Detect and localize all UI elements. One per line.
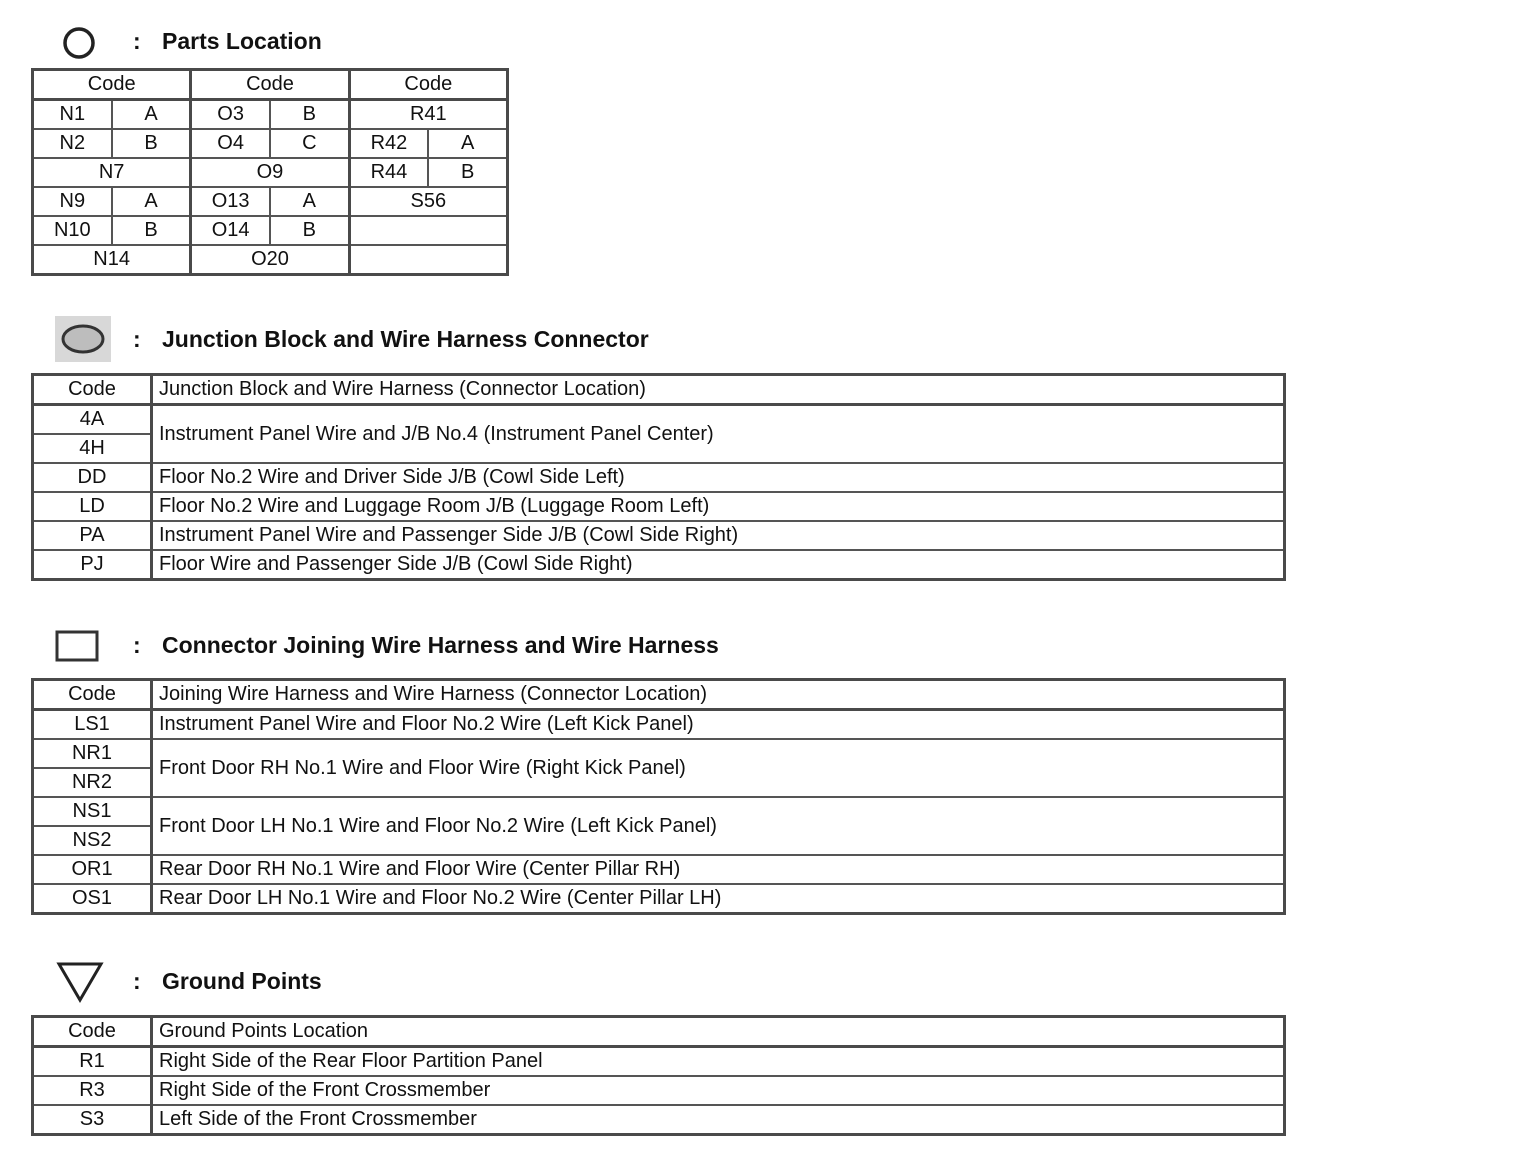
- junction-block-table: [31, 373, 1286, 581]
- table-row: [33, 463, 1285, 492]
- connector-joining-title: Connector Joining Wire Harness and Wire Harness: [162, 632, 719, 658]
- table-row: [33, 797, 1285, 826]
- code-cell: NR1: [33, 739, 152, 768]
- junction-block-title: Junction Block and Wire Harness Connector: [162, 326, 649, 352]
- code-cell: N10: [33, 216, 112, 245]
- location-cell: Right Side of the Rear Floor Partition Panel: [152, 1047, 1285, 1077]
- location-cell: Floor No.2 Wire and Luggage Room J/B (Luggage Room Left): [152, 492, 1285, 521]
- location-header: Joining Wire Harness and Wire Harness (Connector Location): [152, 680, 1285, 710]
- code-suffix-cell: B: [270, 100, 349, 130]
- location-cell: Rear Door LH No.1 Wire and Floor No.2 Wire (Center Pillar LH): [152, 884, 1285, 914]
- code-cell: R44: [349, 158, 428, 187]
- code-suffix-cell: B: [428, 158, 507, 187]
- code-header: Code: [33, 375, 152, 405]
- code-cell: S3: [33, 1105, 152, 1135]
- table-header-row: [33, 375, 1285, 405]
- ground-points-title: Ground Points: [162, 968, 322, 994]
- parts-location-header: [0, 20, 1300, 70]
- code-cell: O14: [191, 216, 270, 245]
- code-cell: PJ: [33, 550, 152, 580]
- code-cell: 4H: [33, 434, 152, 463]
- table-header-row: [33, 1017, 1285, 1047]
- table-row: [33, 492, 1285, 521]
- code-cell: N14: [33, 245, 191, 275]
- code-cell: R3: [33, 1076, 152, 1105]
- code-suffix-cell: A: [270, 187, 349, 216]
- location-cell: Instrument Panel Wire and J/B No.4 (Instrument Panel Center): [152, 405, 1285, 464]
- table-row: [33, 739, 1285, 768]
- location-cell: Left Side of the Front Crossmember: [152, 1105, 1285, 1135]
- table-row: [33, 855, 1285, 884]
- location-cell: Rear Door RH No.1 Wire and Floor Wire (Center Pillar RH): [152, 855, 1285, 884]
- colon: :: [133, 326, 141, 352]
- code-cell: O13: [191, 187, 270, 216]
- table-row: [33, 521, 1285, 550]
- rectangle-outline-icon: [55, 630, 99, 662]
- code-suffix-cell: A: [112, 100, 191, 130]
- code-cell: R1: [33, 1047, 152, 1077]
- table-row: [33, 1076, 1285, 1105]
- code-cell: S56: [349, 187, 507, 216]
- table-row: [33, 710, 1285, 740]
- table-row: [33, 550, 1285, 580]
- code-cell: R41: [349, 100, 507, 130]
- column-header: Code: [349, 70, 507, 100]
- code-cell: DD: [33, 463, 152, 492]
- code-cell: LS1: [33, 710, 152, 740]
- colon: :: [133, 28, 141, 54]
- table-row: [33, 100, 508, 130]
- code-cell: OR1: [33, 855, 152, 884]
- code-suffix-cell: B: [270, 216, 349, 245]
- circle-outline-icon: [62, 26, 96, 60]
- code-suffix-cell: B: [112, 129, 191, 158]
- code-suffix-cell: A: [112, 187, 191, 216]
- junction-block-header: [0, 316, 1300, 366]
- table-row: [33, 405, 1285, 435]
- location-cell: Instrument Panel Wire and Passenger Side J/B (Cowl Side Right): [152, 521, 1285, 550]
- code-cell: O20: [191, 245, 349, 275]
- code-suffix-cell: B: [112, 216, 191, 245]
- code-cell: O4: [191, 129, 270, 158]
- location-header: Junction Block and Wire Harness (Connector Location): [152, 375, 1285, 405]
- location-cell: Instrument Panel Wire and Floor No.2 Wire (Left Kick Panel): [152, 710, 1285, 740]
- code-cell: PA: [33, 521, 152, 550]
- table-header-row: [33, 680, 1285, 710]
- table-row: [33, 245, 508, 275]
- code-cell: O9: [191, 158, 349, 187]
- empty-cell: [349, 245, 507, 275]
- colon: :: [133, 968, 141, 994]
- code-cell: LD: [33, 492, 152, 521]
- code-cell: O3: [191, 100, 270, 130]
- parts-location-table: [31, 68, 509, 276]
- column-header: Code: [33, 70, 191, 100]
- column-header: Code: [191, 70, 349, 100]
- location-cell: Floor Wire and Passenger Side J/B (Cowl Side Right): [152, 550, 1285, 580]
- code-cell: N2: [33, 129, 112, 158]
- connector-joining-header: [0, 622, 1300, 672]
- code-cell: R42: [349, 129, 428, 158]
- code-suffix-cell: A: [428, 129, 507, 158]
- location-cell: Front Door LH No.1 Wire and Floor No.2 Wire (Left Kick Panel): [152, 797, 1285, 855]
- shaded-oval-icon: [55, 316, 111, 362]
- location-cell: Right Side of the Front Crossmember: [152, 1076, 1285, 1105]
- table-row: [33, 1105, 1285, 1135]
- location-header: Ground Points Location: [152, 1017, 1285, 1047]
- ground-points-table: [31, 1015, 1286, 1136]
- table-row: [33, 1047, 1285, 1077]
- table-row: [33, 187, 508, 216]
- connector-joining-table: [31, 678, 1286, 915]
- code-cell: NS1: [33, 797, 152, 826]
- code-header: Code: [33, 1017, 152, 1047]
- location-cell: Front Door RH No.1 Wire and Floor Wire (Right Kick Panel): [152, 739, 1285, 797]
- code-cell: N1: [33, 100, 112, 130]
- table-row: [33, 158, 508, 187]
- triangle-down-icon: [55, 960, 105, 1004]
- colon: :: [133, 632, 141, 658]
- code-header: Code: [33, 680, 152, 710]
- table-header-row: [33, 70, 508, 100]
- table-row: [33, 216, 508, 245]
- code-cell: N7: [33, 158, 191, 187]
- code-cell: 4A: [33, 405, 152, 435]
- code-cell: NR2: [33, 768, 152, 797]
- parts-location-title: Parts Location: [162, 28, 322, 54]
- empty-cell: [349, 216, 507, 245]
- code-suffix-cell: C: [270, 129, 349, 158]
- table-row: [33, 884, 1285, 914]
- code-cell: OS1: [33, 884, 152, 914]
- code-cell: N9: [33, 187, 112, 216]
- code-cell: NS2: [33, 826, 152, 855]
- ground-points-header: [0, 958, 1300, 1008]
- table-row: [33, 129, 508, 158]
- location-cell: Floor No.2 Wire and Driver Side J/B (Cowl Side Left): [152, 463, 1285, 492]
